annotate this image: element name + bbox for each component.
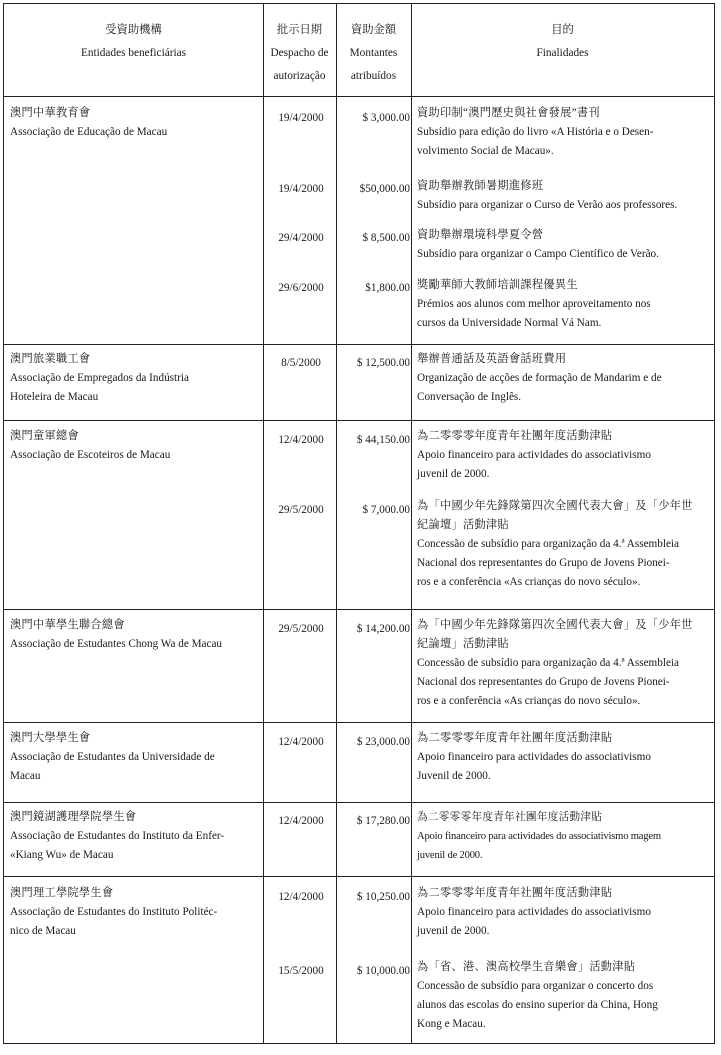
entity-name-pt: Associação de Empregados da Indústria <box>10 372 189 384</box>
date-cell: 29/6/2000 <box>278 282 324 294</box>
header-amount-zh: 資助金額 <box>350 24 397 36</box>
date-cell: 12/4/2000 <box>278 891 324 903</box>
row-divider <box>4 802 714 803</box>
amount-cell: $ 12,500.00 <box>356 357 410 369</box>
entity-name-zh: 澳門中華學生聯合總會 <box>10 619 125 631</box>
purpose-cell <box>417 497 714 592</box>
entity-name-pt: Associação de Estudantes do Instituto da Enfer- <box>10 830 225 842</box>
row-divider <box>4 420 714 421</box>
entity-cell <box>10 427 264 465</box>
header-purpose-pt: Finalidades <box>536 47 589 59</box>
entity-name-zh: 澳門中華教育會 <box>10 107 91 119</box>
purpose-pt: alunos das escolas do ensino superior da China, Hong <box>417 999 658 1011</box>
purpose-zh: 為二零零零年度青年社團年度活動津貼 <box>417 732 613 744</box>
header-amount <box>336 4 411 96</box>
purpose-pt: juvenil de 2000. <box>417 850 483 861</box>
purpose-pt: volvimento Social de Macau». <box>417 145 554 157</box>
purpose-pt: Subsídio para organizar o Curso de Verão aos professores. <box>417 199 678 211</box>
purpose-zh: 為「省、港、澳高校學生音樂會」活動津貼 <box>417 961 636 973</box>
purpose-pt: Apoio financeiro para actividades do associativismo <box>417 906 651 918</box>
purpose-zh: 獎勵華師大教師培訓課程優異生 <box>417 279 578 291</box>
header-purpose-zh: 目的 <box>551 24 574 36</box>
entity-name-pt: Associação de Estudantes da Universidade de <box>10 751 215 763</box>
purpose-pt: juvenil de 2000. <box>417 468 490 480</box>
entity-name-pt: nico de Macau <box>10 925 76 937</box>
header-date-zh: 批示日期 <box>276 24 323 36</box>
purpose-cell <box>417 884 714 941</box>
purpose-cell <box>417 177 714 215</box>
date-cell: 19/4/2000 <box>278 112 324 124</box>
purpose-pt: Nacional dos representantes do Grupo de Jovens Pionei- <box>417 676 670 688</box>
header-amount-pt: atribuídos <box>350 70 397 82</box>
purpose-cell <box>417 350 714 407</box>
amount-cell: $ 10,250.00 <box>356 891 410 903</box>
amount-cell: $ 7,000.00 <box>362 504 410 516</box>
purpose-cell <box>417 729 714 786</box>
purpose-zh: 為二零零零年度青年社團年度活動津貼 <box>417 887 613 899</box>
entity-name-zh: 澳門童軍總會 <box>10 430 79 442</box>
amount-cell: $ 44,150.00 <box>356 434 410 446</box>
entity-name-zh: 澳門理工學院學生會 <box>10 887 114 899</box>
date-cell: 12/4/2000 <box>278 434 324 446</box>
purpose-cell <box>417 616 714 711</box>
date-cell: 15/5/2000 <box>278 965 324 977</box>
date-cell: 8/5/2000 <box>281 357 321 369</box>
date-cell: 29/4/2000 <box>278 232 324 244</box>
purpose-pt: juvenil de 2000. <box>417 925 490 937</box>
amount-cell: $ 23,000.00 <box>356 736 410 748</box>
date-cell: 29/5/2000 <box>278 623 324 635</box>
header-date <box>263 4 336 96</box>
entity-name-pt: Associação de Estudantes do Instituto Politéc- <box>10 906 218 918</box>
entity-name-pt: Associação de Educação de Macau <box>10 126 168 138</box>
purpose-pt: ros e a conferência «As crianças do novo século». <box>417 695 641 707</box>
purpose-cell <box>417 104 714 161</box>
date-cell: 19/4/2000 <box>278 183 324 195</box>
purpose-cell <box>417 427 714 484</box>
entity-name-pt: «Kiang Wu» de Macau <box>10 849 114 861</box>
header-entity <box>4 4 263 96</box>
subsidy-table <box>3 3 715 1044</box>
purpose-zh: 資助印制“澳門歷史與社會發展”書刊 <box>417 107 600 119</box>
header-entity-zh: 受資助機構 <box>105 24 162 36</box>
entity-cell <box>10 729 264 786</box>
date-cell: 29/5/2000 <box>278 504 324 516</box>
purpose-zh: 為二零零零年度青年社團年度活動津貼 <box>417 812 603 823</box>
entity-name-pt: Hoteleira de Macau <box>10 391 99 403</box>
row-divider <box>4 344 714 345</box>
entity-name-zh: 澳門鏡湖護理學院學生會 <box>10 811 137 823</box>
row-divider <box>4 96 714 97</box>
purpose-cell <box>417 958 714 1034</box>
purpose-pt: ros e a conferência «As crianças do novo século». <box>417 576 641 588</box>
header-date-pt: Despacho de <box>270 47 329 59</box>
amount-cell: $ 3,000.00 <box>362 112 410 124</box>
amount-cell: $50,000.00 <box>359 183 410 195</box>
entity-cell <box>10 808 264 865</box>
amount-cell: $1,800.00 <box>365 282 410 294</box>
purpose-pt: Subsídio para edição do livro «A História e o Desen- <box>417 126 654 138</box>
amount-cell: $ 10,000.00 <box>356 965 410 977</box>
entity-cell <box>10 616 264 654</box>
row-divider <box>4 609 714 610</box>
purpose-pt: Nacional dos representantes do Grupo de Jovens Pionei- <box>417 557 670 569</box>
column-divider <box>336 4 337 1043</box>
date-cell: 12/4/2000 <box>278 815 324 827</box>
entity-cell <box>10 884 264 941</box>
amount-cell: $ 14,200.00 <box>356 623 410 635</box>
header-amount-pt: Montantes <box>349 47 398 59</box>
purpose-zh: 紀論壇」活動津貼 <box>417 638 509 650</box>
purpose-pt: Organização de acções de formação de Mandarim e de <box>417 372 662 384</box>
entity-name-zh: 澳門旅業職工會 <box>10 353 91 365</box>
purpose-pt: Juvenil de 2000. <box>417 770 491 782</box>
column-divider <box>411 4 412 1043</box>
date-cell: 12/4/2000 <box>278 736 324 748</box>
purpose-pt: Prémios aos alunos com melhor aproveitamento nos <box>417 298 651 310</box>
amount-cell: $ 8,500.00 <box>362 232 410 244</box>
purpose-pt: Kong e Macau. <box>417 1018 486 1030</box>
entity-name-pt: Associação de Escoteiros de Macau <box>10 449 171 461</box>
purpose-pt: Conversação de Inglês. <box>417 391 522 403</box>
entity-cell <box>10 104 264 142</box>
purpose-zh: 為「中國少年先鋒隊第四次全國代表大會」及「少年世 <box>417 619 693 631</box>
purpose-pt: cursos da Universidade Normal Vá Nam. <box>417 317 602 329</box>
purpose-pt: Concessão de subsídio para organização da 4.ª Assembleia <box>417 538 679 550</box>
row-divider <box>4 722 714 723</box>
header-date-pt: autorização <box>273 70 326 82</box>
entity-name-pt: Associação de Estudantes Chong Wa de Macau <box>10 638 223 650</box>
purpose-zh: 舉辦普通話及英語會話班費用 <box>417 353 567 365</box>
purpose-zh: 紀論壇」活動津貼 <box>417 519 509 531</box>
purpose-cell <box>417 276 714 333</box>
entity-name-zh: 澳門大學學生會 <box>10 732 91 744</box>
purpose-pt: Apoio financeiro para actividades do associativismo <box>417 751 651 763</box>
purpose-zh: 為二零零零年度青年社團年度活動津貼 <box>417 430 613 442</box>
amount-cell: $ 17,280.00 <box>356 815 410 827</box>
purpose-pt: Subsídio para organizar o Campo Científico de Verão. <box>417 248 659 260</box>
purpose-cell <box>417 808 714 865</box>
header-entity-pt: Entidades beneficiárias <box>80 47 187 59</box>
purpose-zh: 資助舉辦教師暑期進修班 <box>417 180 544 192</box>
purpose-pt: Concessão de subsídio para organizar o concerto dos <box>417 980 654 992</box>
purpose-pt: Apoio financeiro para actividades do associativismo <box>417 449 651 461</box>
purpose-pt: Apoio financeiro para actividades do associativismo magem <box>417 831 661 842</box>
purpose-zh: 資助舉辦環境科學夏令營 <box>417 229 544 241</box>
header-purpose <box>411 4 714 96</box>
row-divider <box>4 876 714 877</box>
entity-name-pt: Macau <box>10 770 41 782</box>
purpose-pt: Concessão de subsídio para organização da 4.ª Assembleia <box>417 657 679 669</box>
purpose-cell <box>417 226 714 264</box>
entity-cell <box>10 350 264 407</box>
purpose-zh: 為「中國少年先鋒隊第四次全國代表大會」及「少年世 <box>417 500 693 512</box>
